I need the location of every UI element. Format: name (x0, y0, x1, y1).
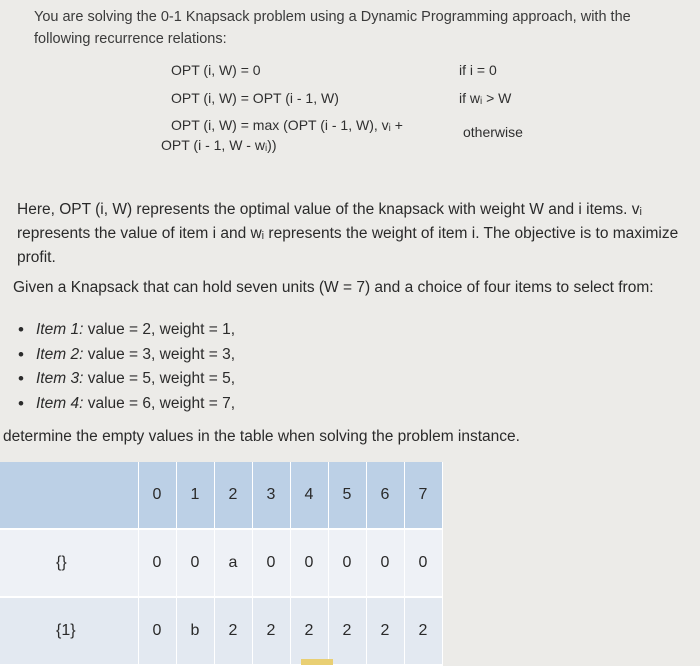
table-cell: 2 (404, 597, 442, 665)
table-cell: 0 (328, 529, 366, 597)
item-details: value = 6, weight = 7, (83, 394, 236, 412)
item-list (18, 318, 235, 416)
header-cell: 6 (366, 462, 404, 529)
task-text: determine the empty values in the table when solving the problem instance. (3, 428, 520, 445)
header-cell: 0 (138, 462, 176, 529)
header-cell: 2 (214, 462, 252, 529)
item-name: Item 4: (36, 394, 84, 412)
table-cell: 0 (252, 529, 290, 597)
intro-text: You are solving the 0-1 Knapsack problem using a Dynamic Programming approach, with the following recurrence relations: (34, 9, 631, 47)
recurrence-line-3b: OPT (i - 1, W - wᵢ)) (161, 137, 277, 153)
header-cell: 1 (176, 462, 214, 529)
table-cell: 2 (328, 597, 366, 665)
header-cell (0, 462, 138, 529)
header-cell: 5 (328, 462, 366, 529)
header-cell: 7 (404, 462, 442, 529)
table-cell: 0 (404, 529, 442, 597)
item-details: value = 2, weight = 1, (83, 321, 236, 338)
row-label: {} (0, 529, 138, 597)
recurrence-line-3a: OPT (i, W) = max (OPT (i - 1, W), vᵢ + (171, 117, 403, 133)
table-row (0, 529, 442, 597)
table-cell: 2 (290, 597, 328, 665)
condition-3: otherwise (463, 124, 523, 140)
highlight-strip (301, 659, 333, 665)
recurrence-line-2: OPT (i, W) = OPT (i - 1, W) (171, 90, 339, 106)
item-name: Item 2: (36, 345, 84, 363)
table-cell: 0 (138, 597, 176, 665)
dp-table (0, 462, 443, 666)
header-cell: 3 (252, 462, 290, 529)
row-label: {1} (0, 597, 138, 665)
list-item (18, 318, 235, 343)
list-item (18, 367, 235, 392)
table-cell: 0 (176, 529, 214, 597)
table-cell: 0 (290, 529, 328, 597)
list-item (18, 343, 235, 368)
recurrence-line-1: OPT (i, W) = 0 (171, 62, 261, 78)
table-cell: 2 (214, 597, 252, 665)
given-text: Given a Knapsack that can hold seven units (W = 7) and a choice of four items to select from: (13, 279, 654, 296)
item-details: value = 3, weight = 3, (83, 345, 236, 363)
explanation-paragraph: Here, OPT (i, W) represents the optimal value of the knapsack with weight W and i items. vᵢ represents the value of item i and wᵢ represents the weight of item i. The objective is to maximize profit. (17, 201, 679, 266)
table-cell: 0 (138, 529, 176, 597)
list-item (18, 392, 235, 417)
table-header-row (0, 462, 442, 529)
condition-1: if i = 0 (459, 62, 497, 78)
table-cell-a: a (214, 529, 252, 597)
header-cell: 4 (290, 462, 328, 529)
condition-2: if wᵢ > W (459, 90, 512, 106)
table-cell-b: b (176, 597, 214, 665)
table-cell: 2 (366, 597, 404, 665)
item-details: value = 5, weight = 5, (83, 370, 236, 387)
item-name: Item 3: (36, 370, 84, 387)
table-cell: 2 (252, 597, 290, 665)
table-row (0, 597, 442, 665)
table-cell: 0 (366, 529, 404, 597)
item-name: Item 1: (36, 321, 84, 338)
